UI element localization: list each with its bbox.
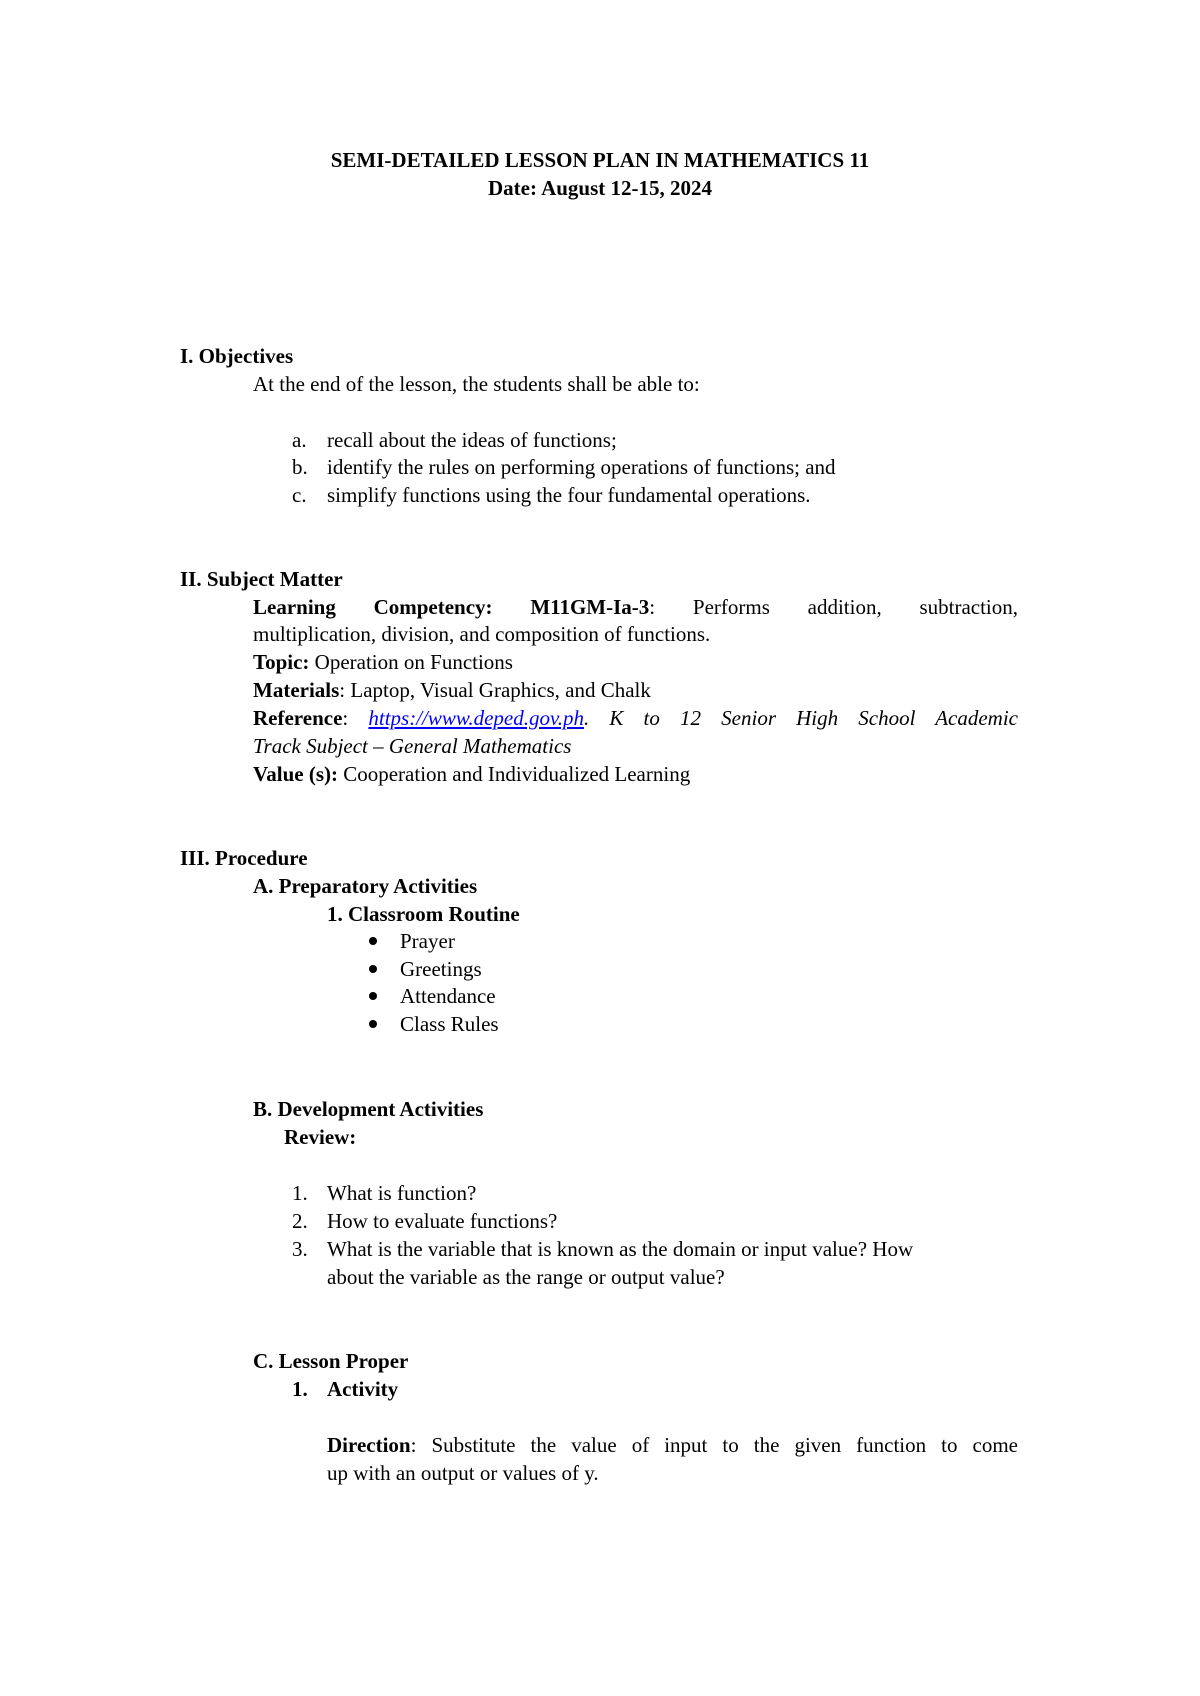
activity-marker: 1.: [292, 1377, 308, 1401]
objective-marker: b.: [292, 455, 308, 479]
learning-competency-line: Learning Competency: M11GM-Ia-3: Performs addition, subtraction,: [253, 595, 1019, 619]
objective-item: simplify functions using the four fundamental operations.: [327, 483, 811, 507]
direction-text-cont: up with an output or values of y.: [327, 1461, 599, 1485]
direction-text: Substitute the value of input to the given function to come: [431, 1433, 1018, 1457]
objective-item: recall about the ideas of functions;: [327, 428, 617, 452]
value-line: [253, 760, 690, 788]
direction-line: Direction: Substitute the value of input to the given function to come: [327, 1433, 1018, 1457]
learning-competency-text-cont: multiplication, division, and composition of functions.: [253, 622, 711, 646]
value-value: Cooperation and Individualized Learning: [343, 762, 691, 786]
value-label: Value (s):: [253, 762, 338, 786]
bullet-icon: [369, 965, 377, 973]
materials-line: Materials: Laptop, Visual Graphics, and Chalk: [253, 678, 651, 702]
learning-competency-label: Learning Competency:: [253, 595, 493, 619]
routine-item: Greetings: [400, 957, 482, 981]
question-marker: 3.: [292, 1237, 308, 1261]
reference-text-cont: Track Subject – General Mathematics: [253, 734, 572, 758]
review-question-cont: about the variable as the range or output value?: [327, 1265, 725, 1289]
objective-marker: c.: [292, 483, 307, 507]
subject-matter-heading: II. Subject Matter: [180, 567, 343, 591]
routine-item: Attendance: [400, 984, 496, 1008]
reference-line: Reference: https://www.deped.gov.ph. K to 12 Senior High School Academic: [253, 706, 1018, 730]
routine-item: Prayer: [400, 929, 455, 953]
reference-text: K to 12 Senior High School Academic: [609, 706, 1018, 730]
objective-marker: a.: [292, 428, 307, 452]
objectives-intro: At the end of the lesson, the students shall be able to:: [253, 372, 700, 396]
learning-competency-code: M11GM-Ia-3: [530, 595, 650, 619]
objectives-heading: I. Objectives: [180, 344, 294, 368]
learning-competency-text: Performs addition, subtraction,: [692, 595, 1019, 619]
question-marker: 1.: [292, 1181, 308, 1205]
bullet-icon: [369, 992, 377, 1000]
review-label: Review:: [284, 1125, 357, 1149]
materials-label: Materials: [253, 678, 340, 702]
bullet-icon: [369, 937, 377, 945]
activity-label: Activity: [327, 1377, 399, 1401]
topic-value: Operation on Functions: [314, 650, 513, 674]
bullet-icon: [369, 1020, 377, 1028]
objective-item: identify the rules on performing operations of functions; and: [327, 455, 836, 479]
direction-label: Direction: [327, 1433, 411, 1457]
document-title: SEMI-DETAILED LESSON PLAN IN MATHEMATICS 11: [330, 148, 870, 172]
review-question: How to evaluate functions?: [327, 1209, 558, 1233]
review-question: What is the variable that is known as the domain or input value? How: [327, 1237, 914, 1261]
preparatory-heading: A. Preparatory Activities: [253, 874, 478, 898]
question-marker: 2.: [292, 1209, 308, 1233]
routine-item: Class Rules: [400, 1012, 499, 1036]
topic-label: Topic:: [253, 650, 310, 674]
materials-value: Laptop, Visual Graphics, and Chalk: [350, 678, 651, 702]
classroom-routine-heading: 1. Classroom Routine: [327, 902, 520, 926]
reference-label: Reference: [253, 706, 343, 730]
development-heading: B. Development Activities: [253, 1097, 484, 1121]
reference-link[interactable]: https://www.deped.gov.ph: [368, 706, 584, 730]
document-date: Date: August 12-15, 2024: [488, 176, 712, 200]
review-question: What is function?: [327, 1181, 477, 1205]
topic-line: [253, 648, 513, 676]
procedure-heading: III. Procedure: [180, 846, 308, 870]
lesson-proper-heading: C. Lesson Proper: [253, 1349, 409, 1373]
